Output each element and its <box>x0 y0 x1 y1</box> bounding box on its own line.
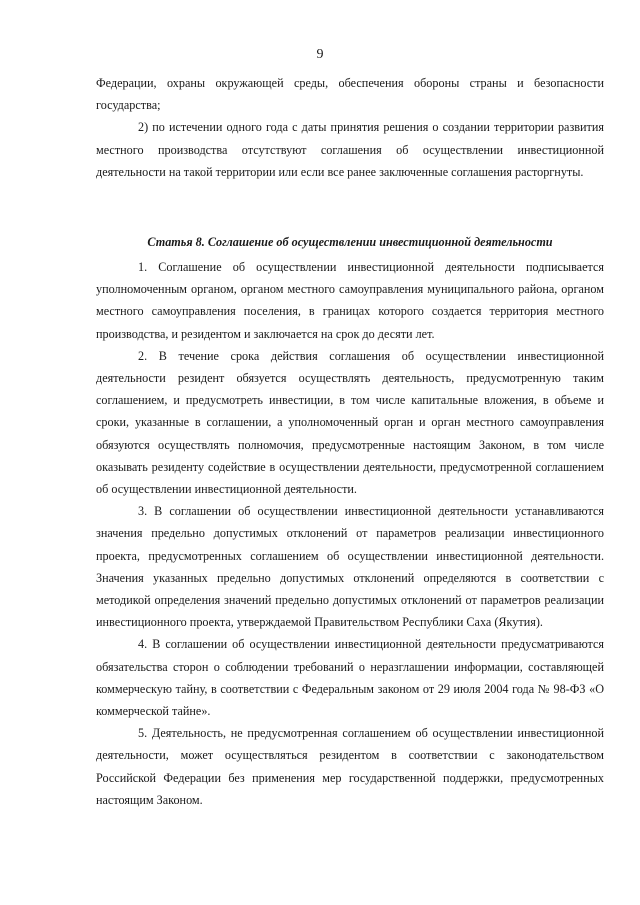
item-2-paragraph: 2) по истечении одного года с даты принятия решения о создании территории развития местного производства отсутствуют соглашения об осуществлении инвестиционной деятельности на такой территории или если все ранее заключенные соглашения расторгнуты. <box>96 120 604 179</box>
article-paragraph-4: 4. В соглашении об осуществлении инвестиционной деятельности предусматриваются обязательства сторон о соблюдении требований о неразглашении информации, составляющей коммерческую тайну, в соответствии с Федеральным законом от 29 июля 2004 года № 98-ФЗ «О коммерческой тайне». <box>96 637 604 719</box>
article-paragraph-1: 1. Соглашение об осуществлении инвестиционной деятельности подписывается уполномоченным органом, органом местного самоуправления муниципального района, органом местного самоуправления поселения, в границах которого создается территория местного производства, и резидентом и заключается на срок до десяти лет. <box>96 260 604 341</box>
article-paragraph-3: 3. В соглашении об осуществлении инвестиционной деятельности устанавливаются значения предельно допустимых отклонений от параметров реализации инвестиционного проекта, предусмотренных соглашением об осуществлении инвестиционной деятельности. Значения указанных предельно допустимых отклонений определяются в соответствии с методикой определения значений предельно допустимых отклонений от параметров реализации инвестиционного проекта, утверждаемой Правительством Республики Саха (Якутия). <box>96 504 604 630</box>
continuation-paragraph: Федерации, охраны окружающей среды, обеспечения обороны страны и безопасности государства; <box>96 76 604 113</box>
article-body <box>96 256 604 811</box>
article-paragraph-2: 2. В течение срока действия соглашения об осуществлении инвестиционной деятельности резидент обязуется осуществлять деятельность, предусмотренную таким соглашением, и предусмотреть инвестиции, в том числе капитальные вложения, в объеме и сроки, указанные в соглашении, а уполномоченный орган и орган местного самоуправления обязуются осуществлять полномочия, предусмотренные настоящим Законом, в том числе оказывать резиденту содействие в осуществлении деятельности, предусмотренной соглашением об осуществлении инвестиционной деятельности. <box>96 348 604 497</box>
article-paragraph-5: 5. Деятельность, не предусмотренная соглашением об осуществлении инвестиционной деятельности, может осуществляться резидентом в соответствии с законодательством Российской Федерации без применения мер государственной поддержки, предусмотренных настоящим Законом. <box>96 726 604 807</box>
article-heading: Статья 8. Соглашение об осуществлении инвестиционной деятельности <box>147 235 553 249</box>
intro-block <box>96 72 604 183</box>
page-number: 9 <box>316 47 324 62</box>
